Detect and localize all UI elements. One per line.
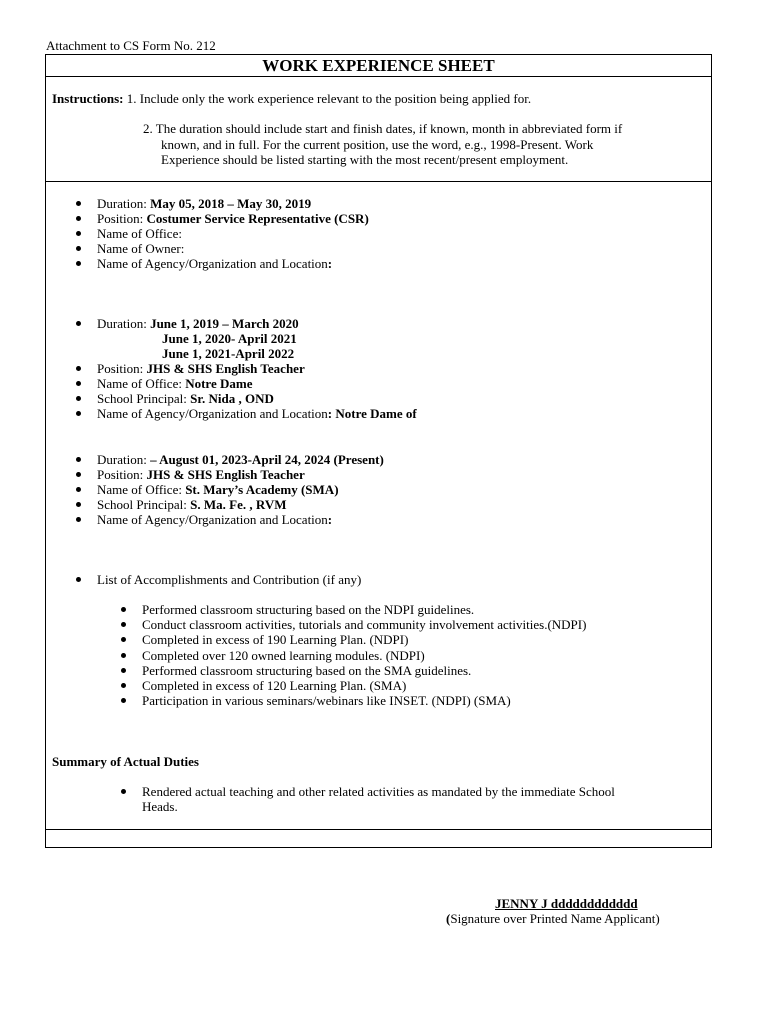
exp1-office bbox=[97, 226, 182, 241]
summary-line-2: Heads. bbox=[142, 799, 178, 814]
instruction-1-text: 1. Include only the work experience relevant to the position being applied for. bbox=[123, 91, 532, 106]
position-label: Position: bbox=[97, 211, 147, 226]
bullet-icon bbox=[76, 472, 81, 477]
bullet-icon bbox=[76, 261, 81, 266]
position-value: JHS & SHS English Teacher bbox=[146, 361, 305, 376]
accomplishment-item: Performed classroom structuring based on the SMA guidelines. bbox=[142, 663, 472, 678]
bullet-icon bbox=[121, 637, 126, 642]
exp2-position bbox=[97, 361, 305, 376]
bullet-icon bbox=[76, 396, 81, 401]
instructions-label: Instructions: bbox=[52, 91, 124, 106]
agency-value: : bbox=[327, 512, 333, 527]
bullet-icon bbox=[76, 246, 81, 251]
bullet-icon bbox=[76, 487, 81, 492]
instructions-section bbox=[46, 76, 711, 182]
instruction-2-line-2: known, and in full. For the current position, use the word, e.g., 1998-Present. Work bbox=[161, 136, 594, 152]
duration-label: Duration: bbox=[97, 196, 151, 211]
accomplishment-item: Completed over 120 owned learning modules. (NDPI) bbox=[142, 648, 425, 663]
office-label: Name of Office: bbox=[97, 482, 186, 497]
exp3-position bbox=[97, 467, 305, 482]
exp3-office bbox=[97, 482, 339, 497]
agency-value: : Notre Dame of bbox=[327, 406, 417, 421]
agency-label: Name of Agency/Organization and Location bbox=[97, 512, 328, 527]
office-label: Name of Office: bbox=[97, 376, 186, 391]
exp3-duration bbox=[97, 452, 384, 467]
accomplishment-item: Conduct classroom activities, tutorials and community involvement activities.(NDPI) bbox=[142, 617, 587, 632]
duration-value: June 1, 2019 – March 2020 bbox=[150, 316, 299, 331]
position-value: Costumer Service Representative (CSR) bbox=[146, 211, 369, 226]
exp2-duration bbox=[97, 316, 299, 331]
position-value: JHS & SHS English Teacher bbox=[146, 467, 305, 482]
sheet-title: WORK EXPERIENCE SHEET bbox=[46, 55, 711, 77]
bullet-icon bbox=[121, 607, 126, 612]
agency-value: : bbox=[327, 256, 333, 271]
bullet-icon bbox=[121, 683, 126, 688]
summary-heading: Summary of Actual Duties bbox=[52, 754, 199, 769]
position-label: Position: bbox=[97, 361, 147, 376]
bullet-icon bbox=[121, 698, 126, 703]
principal-label: School Principal: bbox=[97, 497, 191, 512]
signature-paren: ( bbox=[446, 911, 451, 926]
exp2-office bbox=[97, 376, 252, 391]
position-label: Position: bbox=[97, 467, 147, 482]
bullet-icon bbox=[76, 216, 81, 221]
instruction-2 bbox=[143, 121, 703, 168]
instruction-1 bbox=[52, 91, 531, 107]
bullet-icon bbox=[76, 577, 81, 582]
bullet-icon bbox=[76, 517, 81, 522]
accomplishment-item: Performed classroom structuring based on the NDPI guidelines. bbox=[142, 602, 475, 617]
duration-value: May 05, 2018 – May 30, 2019 bbox=[150, 196, 312, 211]
bullet-icon bbox=[76, 457, 81, 462]
exp3-principal bbox=[97, 497, 286, 512]
agency-label: Name of Agency/Organization and Location bbox=[97, 256, 328, 271]
bullet-icon bbox=[121, 668, 126, 673]
principal-value: S. Ma. Fe. , RVM bbox=[190, 497, 287, 512]
instruction-2-line-1: 2. The duration should include start and finish dates, if known, month in abbreviated form if bbox=[143, 121, 623, 136]
bullet-icon bbox=[76, 201, 81, 206]
exp2-duration-extra-1: June 1, 2020- April 2021 bbox=[162, 331, 297, 346]
principal-value: Sr. Nida , OND bbox=[190, 391, 274, 406]
accomplishment-item: Completed in excess of 190 Learning Plan. (NDPI) bbox=[142, 632, 409, 647]
bullet-icon bbox=[121, 653, 126, 658]
exp3-agency bbox=[97, 512, 332, 527]
accomplishment-item: Participation in various seminars/webinars like INSET. (NDPI) (SMA) bbox=[142, 693, 511, 708]
form-attachment-note: Attachment to CS Form No. 212 bbox=[46, 38, 216, 53]
exp1-position bbox=[97, 211, 369, 226]
bullet-icon bbox=[76, 321, 81, 326]
bullet-icon bbox=[76, 366, 81, 371]
duration-label: Duration: bbox=[97, 452, 151, 467]
office-label: Name of Office: bbox=[97, 226, 182, 241]
instruction-2-line-3: Experience should be listed starting with the most recent/present employment. bbox=[161, 152, 569, 167]
bullet-icon bbox=[76, 381, 81, 386]
duration-value: – August 01, 2023-April 24, 2024 (Present) bbox=[150, 452, 384, 467]
owner-label: Name of Owner: bbox=[97, 241, 185, 256]
experience-content bbox=[46, 181, 711, 830]
principal-label: School Principal: bbox=[97, 391, 191, 406]
exp1-duration bbox=[97, 196, 311, 211]
exp2-agency bbox=[97, 406, 417, 421]
bullet-icon bbox=[76, 231, 81, 236]
bullet-icon bbox=[121, 622, 126, 627]
bullet-icon bbox=[76, 502, 81, 507]
signature-caption-text: Signature over Printed Name Applicant) bbox=[450, 911, 660, 926]
bullet-icon bbox=[76, 411, 81, 416]
duration-label: Duration: bbox=[97, 316, 151, 331]
office-value: Notre Dame bbox=[185, 376, 253, 391]
work-experience-sheet bbox=[45, 54, 712, 848]
exp1-agency bbox=[97, 256, 332, 271]
office-value: St. Mary’s Academy (SMA) bbox=[185, 482, 339, 497]
bullet-icon bbox=[121, 789, 126, 794]
exp2-principal bbox=[97, 391, 274, 406]
applicant-printed-name: JENNY J dddddddddddd bbox=[495, 896, 638, 911]
agency-label: Name of Agency/Organization and Location bbox=[97, 406, 328, 421]
signature-caption bbox=[446, 911, 660, 926]
summary-line-1: Rendered actual teaching and other related activities as mandated by the immediate School bbox=[142, 784, 615, 799]
exp2-duration-extra-2: June 1, 2021-April 2022 bbox=[162, 346, 295, 361]
accomplishment-item: Completed in excess of 120 Learning Plan. (SMA) bbox=[142, 678, 407, 693]
accomplishments-heading: List of Accomplishments and Contribution (if any) bbox=[97, 572, 362, 587]
exp1-owner bbox=[97, 241, 184, 256]
